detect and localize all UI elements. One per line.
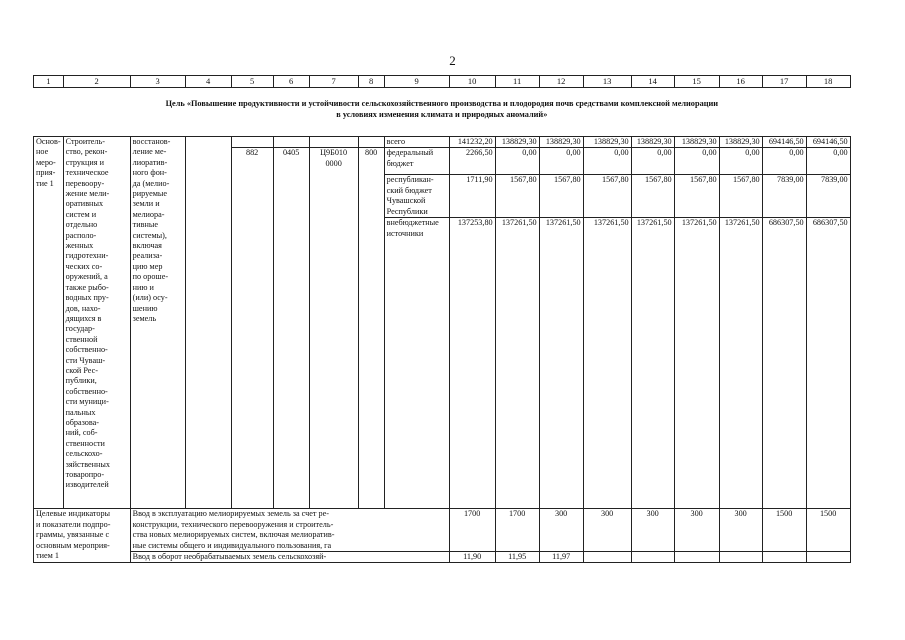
- measure-name-line: оружений, а: [65, 272, 108, 282]
- source-value: 141232,20: [449, 137, 495, 148]
- indicator-value: [631, 552, 674, 563]
- indicator-value: [719, 552, 762, 563]
- column-header: 9: [384, 76, 449, 88]
- measure-name-line: отдельно: [65, 220, 98, 230]
- indicator-value: 11,97: [539, 552, 583, 563]
- indicator-value: 300: [719, 509, 762, 552]
- column-header: 10: [449, 76, 495, 88]
- source-value: 138829,30: [674, 137, 719, 148]
- source-value: 0,00: [539, 148, 583, 175]
- source-value: 0,00: [674, 148, 719, 175]
- indicator-text-line: Ввод в эксплуатацию мелиорируемых земель за счет ре-: [132, 509, 329, 519]
- indicators-label-line: основным мероприя-: [36, 540, 110, 550]
- indicator-row: [34, 552, 851, 563]
- measure-task-line: рируемые: [132, 189, 168, 199]
- source-value: 694146,50: [806, 137, 850, 148]
- indicator-value: 300: [583, 509, 631, 552]
- measure-name-line: государ-: [65, 324, 95, 334]
- measure-name: [63, 137, 130, 509]
- measure-name-line: ственной: [65, 334, 98, 344]
- source-value: 138829,30: [495, 137, 539, 148]
- source-value: 138829,30: [539, 137, 583, 148]
- source-value: 0,00: [806, 148, 850, 175]
- measure-status-line: меро-: [36, 157, 56, 167]
- source-value: 137261,50: [719, 218, 762, 509]
- indicator-value: [762, 552, 806, 563]
- measure-name-line: сельскохо-: [65, 449, 103, 459]
- source-label-line: источники: [386, 228, 424, 238]
- measure-task-line: мелиора-: [132, 209, 165, 219]
- responsible: [185, 137, 231, 509]
- indicators-label: [34, 509, 131, 563]
- source-label-line: федеральный: [386, 148, 434, 158]
- indicator-text-line: Ввод в оборот необрабатываемых земель сельскохозяй-: [132, 552, 327, 562]
- measure-task-line: лиоратив-: [132, 157, 168, 167]
- measure-task-line: включая: [132, 241, 162, 251]
- indicator-value: 300: [674, 509, 719, 552]
- grbs-empty: [231, 137, 273, 148]
- measure-name-line: сти Чуваш-: [65, 355, 106, 365]
- column-header: 8: [358, 76, 384, 88]
- page-number: 2: [449, 53, 456, 68]
- indicator-row: [34, 509, 851, 552]
- source-label-line: бюджет: [386, 158, 414, 168]
- indicator-value: 1700: [495, 509, 539, 552]
- measure-name-line: изводителей: [65, 480, 109, 490]
- source-value: 686307,50: [806, 218, 850, 509]
- source-value: 137261,50: [583, 218, 631, 509]
- program-table: [33, 75, 851, 563]
- source-value: 7839,00: [806, 175, 850, 218]
- source-value: 137253,80: [449, 218, 495, 509]
- csr-code-line: Ц9Б010: [320, 148, 348, 158]
- measure-name-line: Строитель-: [65, 137, 105, 146]
- measure-name-line: дящихся в: [65, 313, 102, 323]
- measure-status-line: Основ-: [36, 137, 61, 146]
- measure-name-line: также рыбо-: [65, 282, 109, 292]
- measure-name-line: водных пру-: [65, 293, 109, 303]
- goal-title: [34, 88, 851, 137]
- measure-task-line: нию и: [132, 282, 154, 292]
- column-header: 12: [539, 76, 583, 88]
- measure-name-line: ство, рекон-: [65, 147, 108, 157]
- measure-task-line: шению: [132, 303, 158, 313]
- source-value: 694146,50: [762, 137, 806, 148]
- source-label: [384, 175, 449, 218]
- indicator-value: [806, 552, 850, 563]
- indicators-label-line: и показатели подпро-: [36, 519, 111, 529]
- column-header: 13: [583, 76, 631, 88]
- measure-task-line: (или) осу-: [132, 293, 168, 303]
- measure-name-line: дов, нахо-: [65, 303, 101, 313]
- goal-title-line: в условиях изменения климата и природных аномалий»: [336, 110, 548, 119]
- measure-name-line: техническое: [65, 168, 109, 178]
- rzpr-empty: [273, 137, 309, 148]
- source-value: 137261,50: [674, 218, 719, 509]
- column-header: 6: [273, 76, 309, 88]
- indicator-value: 300: [539, 509, 583, 552]
- measure-status: [34, 137, 64, 509]
- column-header: 4: [185, 76, 231, 88]
- source-label: [384, 148, 449, 175]
- indicators-label-line: Целевые индикаторы: [36, 509, 111, 519]
- indicators-label-line: тием 1: [36, 551, 59, 561]
- source-row: [34, 137, 851, 148]
- column-header: 5: [231, 76, 273, 88]
- source-value: 0,00: [583, 148, 631, 175]
- measure-task-line: реализа-: [132, 251, 163, 261]
- indicator-text: [130, 509, 449, 552]
- source-label-line: Республики: [386, 206, 428, 216]
- source-value: 1711,90: [449, 175, 495, 218]
- column-header: 2: [63, 76, 130, 88]
- source-value: 1567,80: [495, 175, 539, 218]
- vr-code: 800: [358, 148, 384, 509]
- source-value: 1567,80: [674, 175, 719, 218]
- measure-name-line: товаропро-: [65, 470, 105, 479]
- source-value: 1567,80: [539, 175, 583, 218]
- measure-task-line: восстанов-: [132, 137, 171, 146]
- measure-name-line: публики,: [65, 376, 97, 386]
- measure-name-line: струкция и: [65, 157, 104, 167]
- indicator-value: 11,90: [449, 552, 495, 563]
- measure-task: [130, 137, 185, 509]
- measure-name-line: собственно-: [65, 386, 108, 396]
- vr-empty: [358, 137, 384, 148]
- measure-task-line: да (мелио-: [132, 178, 170, 188]
- indicator-value: 1700: [449, 509, 495, 552]
- indicator-value: 1500: [762, 509, 806, 552]
- source-value: 0,00: [762, 148, 806, 175]
- measure-task-line: тивные: [132, 220, 158, 230]
- indicator-value: [674, 552, 719, 563]
- measure-status-line: ное: [36, 147, 49, 157]
- source-value: 0,00: [719, 148, 762, 175]
- measure-name-line: ний, соб-: [65, 428, 98, 438]
- source-value: 7839,00: [762, 175, 806, 218]
- measure-name-line: образова-: [65, 417, 100, 427]
- measure-status-line: прия-: [36, 168, 56, 178]
- source-value: 138829,30: [719, 137, 762, 148]
- source-value: 137261,50: [495, 218, 539, 509]
- source-value: 1567,80: [583, 175, 631, 218]
- source-value: 2266,50: [449, 148, 495, 175]
- source-label-line: всего: [386, 137, 406, 146]
- source-value: 1567,80: [631, 175, 674, 218]
- indicator-value: 300: [631, 509, 674, 552]
- measure-name-line: располо-: [65, 230, 97, 240]
- column-header: 11: [495, 76, 539, 88]
- measure-name-line: жение мели-: [65, 189, 110, 199]
- measure-task-line: ление ме-: [132, 147, 167, 157]
- csr-code: [309, 148, 358, 509]
- column-header: 1: [34, 76, 64, 88]
- indicator-text-line: конструкции, технического перевооружения и строитель-: [132, 519, 334, 529]
- indicator-value: [583, 552, 631, 563]
- measure-name-line: зяйственных: [65, 459, 111, 469]
- source-value: 1567,80: [719, 175, 762, 218]
- measure-name-line: пальных: [65, 407, 96, 417]
- source-label-line: республикан-: [386, 175, 434, 185]
- source-label: [384, 137, 449, 148]
- source-value: 138829,30: [631, 137, 674, 148]
- column-header: 16: [719, 76, 762, 88]
- indicators-label-line: граммы, увязанные с: [36, 530, 110, 540]
- csr-empty: [309, 137, 358, 148]
- measure-name-line: перевоору-: [65, 178, 105, 188]
- indicator-value: 11,95: [495, 552, 539, 563]
- column-header: 18: [806, 76, 850, 88]
- goal-row: [34, 88, 851, 137]
- grbs-code: 882: [231, 148, 273, 509]
- source-label-line: ский бюджет: [386, 185, 432, 195]
- measure-task-line: системы),: [132, 230, 167, 240]
- measure-status-line: тие 1: [36, 178, 54, 188]
- measure-name-line: сти муници-: [65, 397, 109, 407]
- measure-name-line: женных: [65, 241, 94, 251]
- measure-name-line: оративных: [65, 199, 104, 209]
- column-header: 14: [631, 76, 674, 88]
- source-value: 137261,50: [631, 218, 674, 509]
- source-label-line: Чувашской: [386, 196, 426, 206]
- indicator-text-line: ства новых мелиорируемых систем, включая мелиоратив-: [132, 530, 335, 540]
- measure-name-line: гидротехни-: [65, 251, 109, 261]
- indicator-text: [130, 552, 449, 563]
- measure-name-line: систем и: [65, 209, 97, 219]
- source-label: [384, 218, 449, 509]
- source-value: 686307,50: [762, 218, 806, 509]
- column-header: 3: [130, 76, 185, 88]
- measure-name-line: ственности: [65, 438, 105, 448]
- measure-task-line: ного фон-: [132, 168, 167, 178]
- measure-name-line: ской Рес-: [65, 365, 98, 375]
- source-value: 138829,30: [583, 137, 631, 148]
- column-header: 17: [762, 76, 806, 88]
- column-header-row: [34, 76, 851, 88]
- indicator-text-line: ные системы общего и индивидуального пользования, га: [132, 540, 332, 550]
- measure-name-line: собственно-: [65, 345, 108, 355]
- measure-name-line: ческих со-: [65, 261, 103, 271]
- source-value: 0,00: [631, 148, 674, 175]
- indicator-value: 1500: [806, 509, 850, 552]
- source-label-line: внебюджетные: [386, 218, 439, 228]
- csr-code-line: 0000: [325, 158, 342, 168]
- source-value: 0,00: [495, 148, 539, 175]
- measure-task-line: земель: [132, 313, 157, 323]
- measure-task-line: земли и: [132, 199, 160, 209]
- source-value: 137261,50: [539, 218, 583, 509]
- rzpr-code: 0405: [273, 148, 309, 509]
- column-header: 15: [674, 76, 719, 88]
- measure-task-line: по ороше-: [132, 272, 169, 282]
- goal-title-line: Цель «Повышение продуктивности и устойчивости сельскохозяйственного производства и плодородия почв средствами комплексной мелиорации: [165, 99, 719, 108]
- measure-task-line: цию мер: [132, 261, 163, 271]
- column-header: 7: [309, 76, 358, 88]
